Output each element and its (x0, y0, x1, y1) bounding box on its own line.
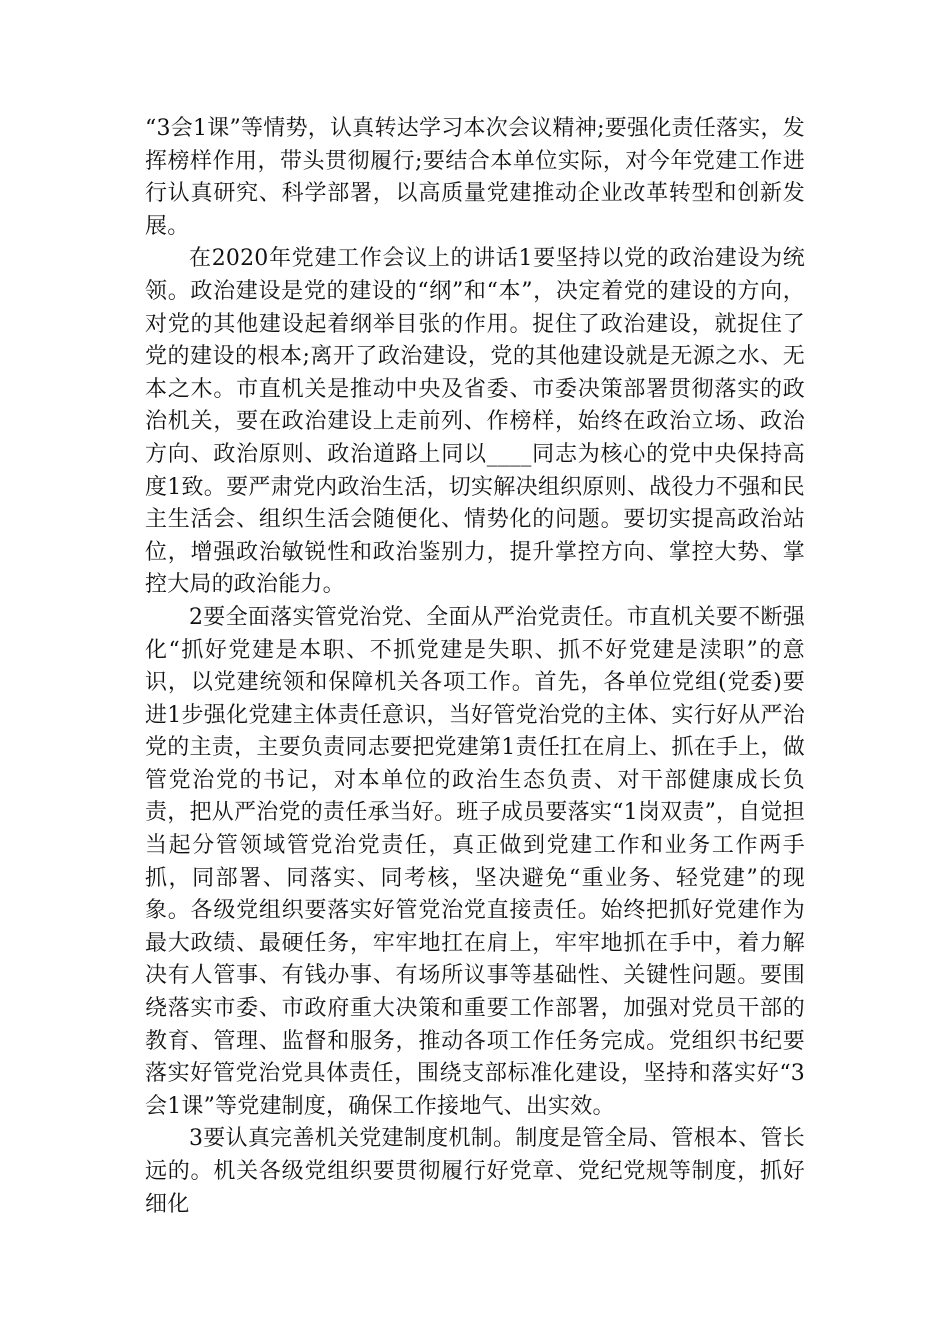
document-body (145, 113, 805, 1221)
paragraph-continuation: “3会1课”等情势，认真转达学习本次会议精神;要强化责任落实，发挥榜样作用，带头贯彻履行;要结合本单位实际，对今年党建工作进行认真研究、科学部署，以高质量党建推动企业改革转型和创新发展。 (145, 116, 805, 239)
paragraph-institution-mechanism: 3要认真完善机关党建制度机制。制度是管全局、管根本、管长远的。机关各级党组织要贯彻履行好党章、党纪党规等制度，抓好细化 (145, 1126, 805, 1217)
paragraph-political-building: 在2020年党建工作会议上的讲话1要坚持以党的政治建设为统领。政治建设是党的建设的“纲”和“本”，决定着党的建设的方向，对党的其他建设起着纲举目张的作用。捉住了政治建设，就捉住了党的建设的根本;离开了政治建设，党的其他建设就是无源之水、无本之木。市直机关是推动中央及省委、市委决策部署贯彻落实的政治机关，要在政治建设上走前列、作榜样，始终在政治立场、政治方向、政治原则、政治道路上同以____同志为核心的党中央保持高度1致。要严肃党内政治生活，切实解决组织原则、战役力不强和民主生活会、组织生活会随便化、情势化的问题。要切实提高政治站位，增强政治敏锐性和政治鉴别力，提升掌控方向、掌控大势、掌控大局的政治能力。 (145, 246, 805, 598)
paragraph-party-responsibility: 2要全面落实管党治党、全面从严治党责任。市直机关要不断强化“抓好党建是本职、不抓党建是失职、抓不好党建是渎职”的意识，以党建统领和保障机关各项工作。首先，各单位党组(党委)要进1步强化党建主体责任意识，当好管党治党的主体、实行好从严治党的主责，主要负责同志要把党建第1责任扛在肩上、抓在手上，做管党治党的书记，对本单位的政治生态负责、对干部健康成长负责，把从严治党的责任承当好。班子成员要落实“1岗双责”，自觉担当起分管领域管党治党责任，真正做到党建工作和业务工作两手抓，同部署、同落实、同考核，坚决避免“重业务、轻党建”的现象。各级党组织要落实好管党治党直接责任。始终把抓好党建作为最大政绩、最硬任务，牢牢地扛在肩上，牢牢地抓在手中，着力解决有人管事、有钱办事、有场所议事等基础性、关键性问题。要围绕落实市委、市政府重大决策和重要工作部署，加强对党员干部的教育、管理、监督和服务，推动各项工作任务完成。党组织书纪要落实好管党治党具体责任，围绕支部标准化建设，坚持和落实好“3会1课”等党建制度，确保工作接地气、出实效。 (145, 604, 805, 1119)
